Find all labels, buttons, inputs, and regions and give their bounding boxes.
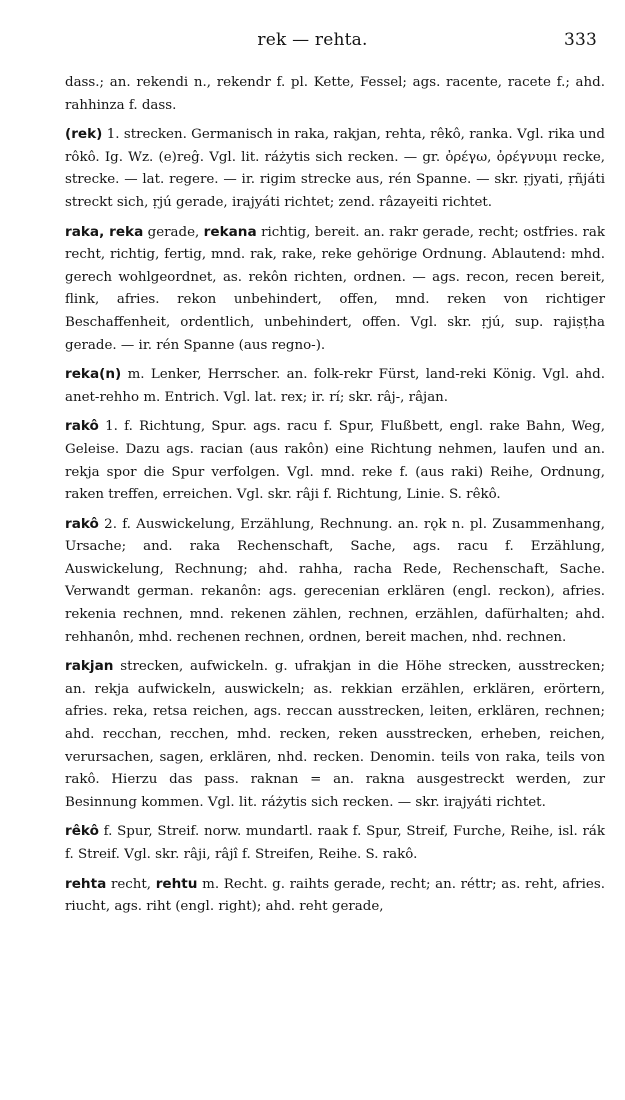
page-number: 333 — [563, 30, 597, 50]
entry-text: 1. f. Richtung, Spur. ags. racu f. Spur, Flußbett, engl. rake Bahn, Weg, Geleise. Dazu ags. racian (aus rakôn) eine Richtung nehmen, laufen und an. rekja spor die Spur verfolgen. Vgl. mnd. reke f. (aus raki) Reihe, Ordnung, raken treffen, erreichen. Vgl. skr. râji f. Richtung, Linie. S. rêkô. — [65, 419, 605, 503]
entry-headword: reka(n) — [65, 366, 122, 383]
entry-headword: (rek) — [65, 126, 103, 143]
page-header — [0, 30, 625, 56]
entries-body — [65, 72, 605, 925]
dictionary-entry — [65, 820, 605, 866]
entry-headword: rakjan — [65, 658, 114, 675]
entry-headword: rakô — [65, 515, 99, 532]
entry-text: 2. f. Auswickelung, Erzählung, Rechnung. an. rǫk n. pl. Zusammenhang, Ursache; and. raka Rechenschaft, Sache, ags. racu f. Erzählung, Auswickelung, Rechnung; ahd. rahha, racha Rede, Rechenschaft, Sache. Verwandt german. rekanôn: ags. gerecenian erklären (engl. reckon), afries. rekenia rechnen, mnd. rekenen zählen, rechnen, erzählen, dafürhalten; ahd. rehhanôn, mhd. rechenen rechnen, ordnen, bereit machen, nhd. rechnen. — [65, 516, 605, 645]
entry-text: gerade, — [147, 224, 200, 240]
running-title: rek — rehta. — [257, 30, 368, 50]
dictionary-entry — [65, 873, 605, 919]
entry-text: m. Lenker, Herrscher. an. folk-rekr Fürst, land-reki König. Vgl. ahd. anet-rehho m. Entrich. Vgl. lat. rex; ir. rí; skr. râj-, râjan. — [65, 367, 605, 405]
entry-headword: rehtu — [155, 875, 198, 892]
entry-headword: rêkô — [65, 823, 99, 840]
entry-text: f. Spur, Streif. norw. mundartl. raak f. Spur, Streif, Furche, Reihe, isl. rák f. Streif. Vgl. skr. râji, râjî f. Streifen, Reihe. S. rakô. — [65, 824, 605, 862]
dictionary-entry — [65, 123, 605, 214]
entry-headword: raka, reka — [65, 223, 144, 240]
entry-headword: rakô — [65, 418, 99, 435]
entry-headword: rehta — [65, 875, 107, 892]
entry-text: 1. strecken. Germanisch in raka, rakjan, rehta, rêkô, ranka. Vgl. rika und rôkô. Ig. Wz. (e)reĝ. Vgl. lit. ráżytis sich recken. — gr. ὀρέγω, ὀρέγνυμι recke, strecke. — lat. regere. — ir. rigim strecke aus, rén Spanne. — skr. ṛjyati, ṛñjáti streckt sich, ṛjú gerade, irajyáti richtet; zend. râzayeiti richtet. — [65, 127, 605, 210]
dictionary-entry — [65, 513, 605, 650]
dictionary-entry — [65, 655, 605, 814]
entry-text: m. Recht. g. raihts gerade, recht; an. réttr; as. reht, afries. riucht, ags. riht (engl. right); ahd. reht gerade, — [65, 876, 605, 915]
dictionary-entry — [65, 415, 605, 506]
entry-text: recht, — [110, 876, 152, 892]
entry-text: dass.; an. rekendi n., rekendr f. pl. Kette, Fessel; ags. racente, racete f.; ahd. rahhinza f. dass. — [65, 75, 605, 113]
entry-headword: rekana — [203, 223, 257, 240]
dictionary-entry — [65, 221, 605, 358]
entry-text: richtig, bereit. an. rakr gerade, recht; ostfries. rak recht, richtig, fertig, mnd. rak, rake, reke gehörige Ordnung. Ablautend: mhd. gerech wohlgeordnet, as. rekôn richten, ordnen. — ags. recon, recen bereit, flink, afries. rekon unbehindert, offen, mnd. reken von richtiger Beschaffenheit, ordentlich, unbehindert, offen. Vgl. skr. ṛjú, sup. rajiṣṭha gerade. — ir. rén Spanne (aus regno-). — [65, 224, 606, 353]
dictionary-entry — [65, 72, 605, 117]
dictionary-entry — [65, 363, 605, 409]
entry-text: strecken, aufwickeln. g. ufrakjan in die Höhe strecken, ausstrecken; an. rekja aufwickeln, auswickeln; as. rekkian erzählen, erklären, erörtern, afries. reka, retsa reichen, ags. reccan ausstrecken, leiten, erklären, rechnen; ahd. recchan, recchen, mhd. recken, reken ausstrecken, erheben, reichen, verursachen, sagen, erklären, nhd. recken. Denomin. teils von raka, teils von rakô. Hierzu das pass. raknan = an. rakna ausgestreckt werden, zur Besinnung kommen. Vgl. lit. ráżytis sich recken. — skr. irajyáti richtet. — [65, 659, 605, 810]
